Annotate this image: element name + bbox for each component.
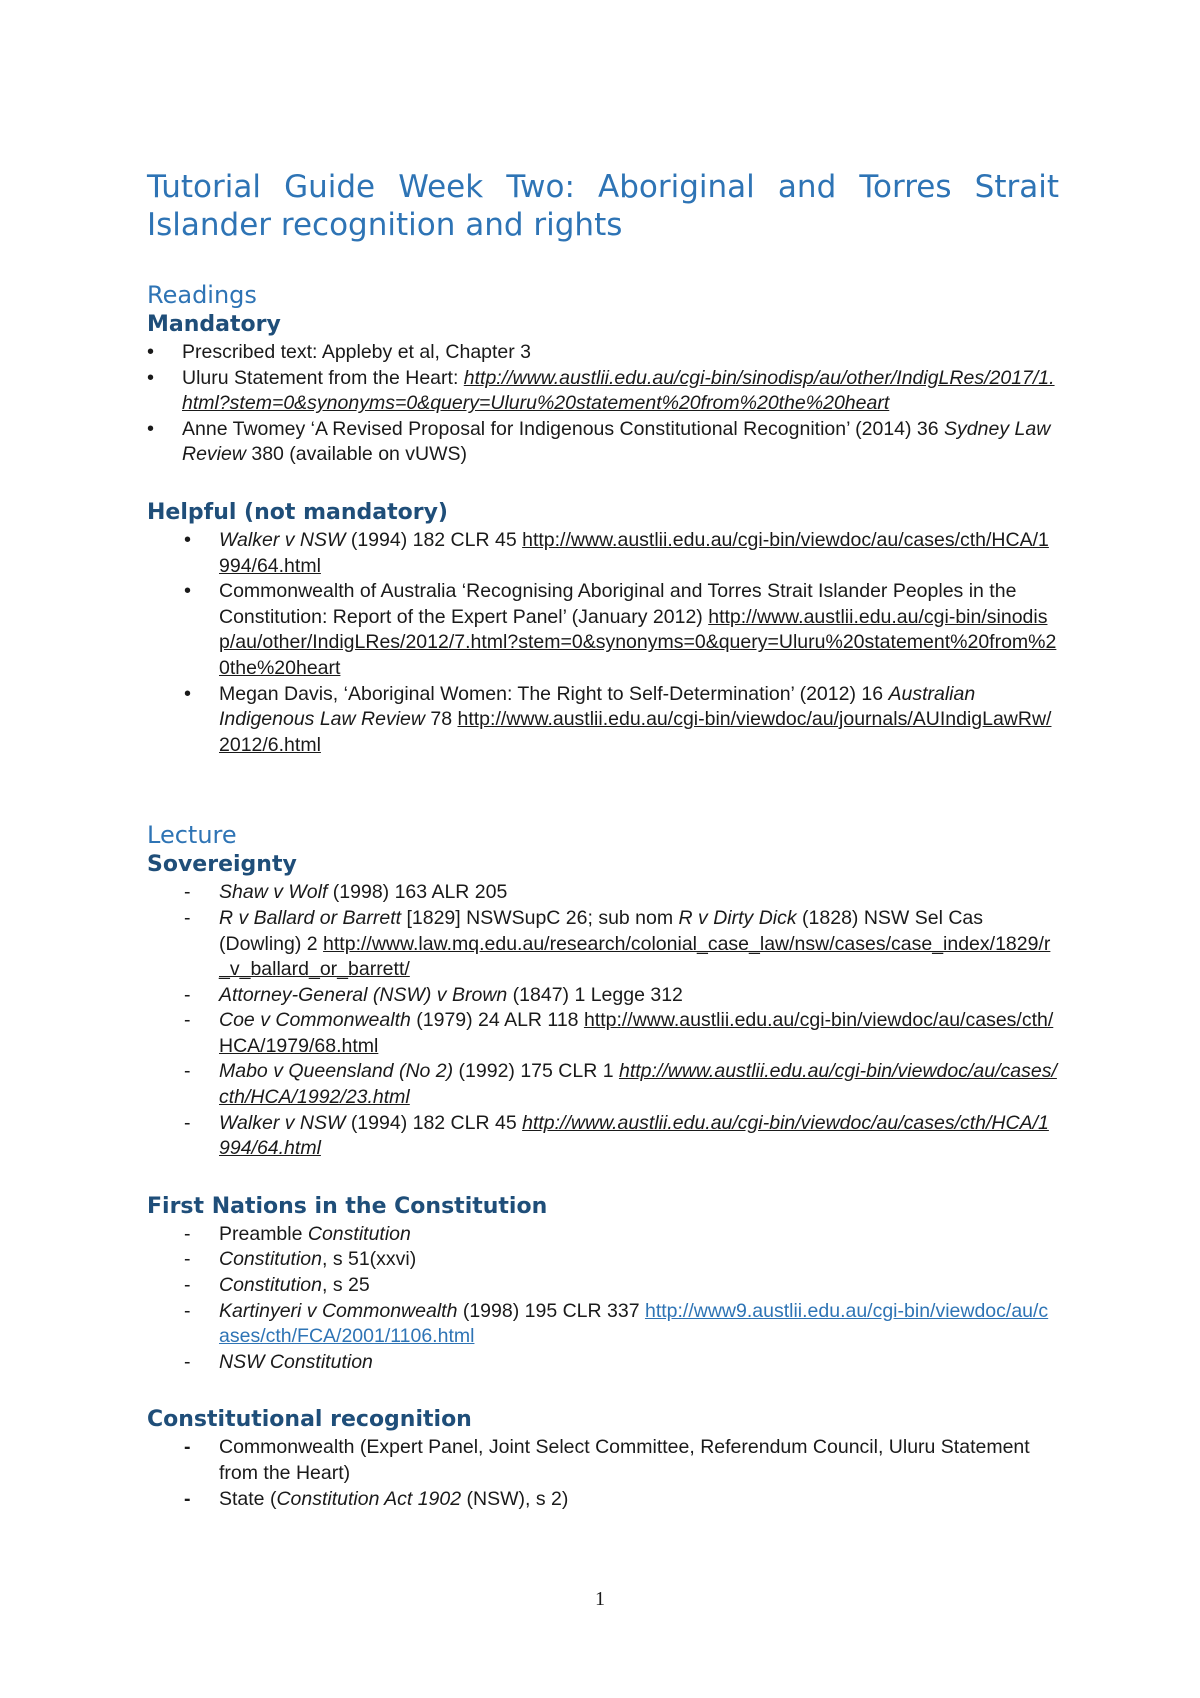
list-item: • Commonwealth of Australia ‘Recognising Aboriginal and Torres Strait Islander Peoples in the Constitution: Report of the Expert Panel’ (January 2012) http://www.austlii.edu.au/cgi-bin/sinodisp/au/other/IndigLRes/2012/7.html?stem=0&synonyms=0&query=Uluru%20statement%20from%20the%20heart <box>147 579 1059 681</box>
list-item: • Uluru Statement from the Heart: http://www.austlii.edu.au/cgi-bin/sinodisp/au/other/IndigLRes/2017/1.html?stem=0&synonyms=0&query=Uluru%20statement%20from%20the%20heart <box>147 366 1059 417</box>
sovereignty-heading: Sovereignty <box>147 852 297 878</box>
list-item: - Preamble Constitution <box>147 1222 1059 1248</box>
list-item: - Walker v NSW (1994) 182 CLR 45 http://www.austlii.edu.au/cgi-bin/viewdoc/au/cases/cth/HCA/1994/64.html <box>147 1111 1059 1162</box>
walker-link[interactable]: http://www.austlii.edu.au/cgi-bin/viewdoc/au/cases/cth/HCA/1994/64.html <box>219 528 1049 577</box>
list-item: • Megan Davis, ‘Aboriginal Women: The Right to Self-Determination’ (2012) 16 Australian Indigenous Law Review 78 http://www.austlii.edu.au/cgi-bin/viewdoc/au/journals/AUIndigLawRw/2012/6.html <box>147 682 1059 759</box>
list-item: - NSW Constitution <box>147 1350 1059 1376</box>
list-item: - Constitution, s 51(xxvi) <box>147 1247 1059 1273</box>
first-nations-list <box>147 1222 1059 1376</box>
mandatory-heading: Mandatory <box>147 312 281 337</box>
uluru-statement-link[interactable]: http://www.austlii.edu.au/cgi-bin/sinodisp/au/other/IndigLRes/2017/1.html?stem=0&synonyms=0&query=Uluru%20statement%20from%20the%20heart <box>182 366 1055 415</box>
walker-lecture-link[interactable]: http://www.austlii.edu.au/cgi-bin/viewdoc/au/cases/cth/HCA/1994/64.html <box>219 1111 1049 1160</box>
list-item: - Constitution, s 25 <box>147 1273 1059 1299</box>
helpful-list <box>147 528 1059 758</box>
readings-heading: Readings <box>147 281 257 309</box>
document-page <box>147 168 1059 1512</box>
sovereignty-list <box>147 880 1059 1162</box>
coe-link[interactable]: http://www.austlii.edu.au/cgi-bin/viewdoc/au/cases/cth/HCA/1979/68.html <box>219 1009 1054 1057</box>
list-item: - Kartinyeri v Commonwealth (1998) 195 CLR 337 http://www9.austlii.edu.au/cgi-bin/viewdoc/au/cases/cth/FCA/2001/1106.html <box>147 1299 1059 1350</box>
list-item: • Anne Twomey ‘A Revised Proposal for Indigenous Constitutional Recognition’ (2014) 36 Sydney Law Review 380 (available on vUWS) <box>147 417 1059 468</box>
mandatory-list <box>147 340 1059 468</box>
list-item: - Attorney-General (NSW) v Brown (1847) 1 Legge 312 <box>147 983 1059 1009</box>
list-item: • Prescribed text: Appleby et al, Chapter 3 <box>147 340 1059 366</box>
ballard-link[interactable]: http://www.law.mq.edu.au/research/colonial_case_law/nsw/cases/case_index/1829/r_v_ballard_or_barrett/ <box>219 932 1051 981</box>
expert-panel-link[interactable]: http://www.austlii.edu.au/cgi-bin/sinodisp/au/other/IndigLRes/2012/7.html?stem=0&synonyms=0&query=Uluru%20statement%20from%20the%20heart <box>219 605 1057 679</box>
list-item: - Shaw v Wolf (1998) 163 ALR 205 <box>147 880 1059 906</box>
list-item: - R v Ballard or Barrett [1829] NSWSupC 26; sub nom R v Dirty Dick (1828) NSW Sel Cas (Dowling) 2 http://www.law.mq.edu.au/research/colonial_case_law/nsw/cases/case_index/1829/r_v_ballard_or_barrett/ <box>147 906 1059 983</box>
list-item: - State (Constitution Act 1902 (NSW), s 2) <box>147 1487 1059 1513</box>
helpful-heading: Helpful (not mandatory) <box>147 499 448 525</box>
list-item: - Mabo v Queensland (No 2) (1992) 175 CLR 1 http://www.austlii.edu.au/cgi-bin/viewdoc/au/cases/cth/HCA/1992/23.html <box>147 1059 1059 1110</box>
list-item: • Walker v NSW (1994) 182 CLR 45 http://www.austlii.edu.au/cgi-bin/viewdoc/au/cases/cth/HCA/1994/64.html <box>147 528 1059 579</box>
document-title: Tutorial Guide Week Two: Aboriginal and Torres Strait Islander recognition and rights <box>147 169 1059 243</box>
lecture-heading: Lecture <box>147 821 237 850</box>
constitutional-recognition-heading: Constitutional recognition <box>147 1407 472 1433</box>
mabo-link[interactable]: http://www.austlii.edu.au/cgi-bin/viewdoc/au/cases/cth/HCA/1992/23.html <box>219 1060 1057 1109</box>
first-nations-heading: First Nations in the Constitution <box>147 1193 548 1219</box>
page-number: 1 <box>595 1588 605 1610</box>
recognition-list <box>147 1435 1059 1512</box>
list-item: - Commonwealth (Expert Panel, Joint Select Committee, Referendum Council, Uluru Statement from the Heart) <box>147 1435 1059 1486</box>
kartinyeri-link[interactable]: http://www9.austlii.edu.au/cgi-bin/viewdoc/au/cases/cth/FCA/2001/1106.html <box>219 1299 1049 1348</box>
list-item: - Coe v Commonwealth (1979) 24 ALR 118 http://www.austlii.edu.au/cgi-bin/viewdoc/au/cases/cth/HCA/1979/68.html <box>147 1008 1059 1059</box>
davis-link[interactable]: http://www.austlii.edu.au/cgi-bin/viewdoc/au/journals/AUIndigLawRw/2012/6.html <box>219 708 1052 756</box>
